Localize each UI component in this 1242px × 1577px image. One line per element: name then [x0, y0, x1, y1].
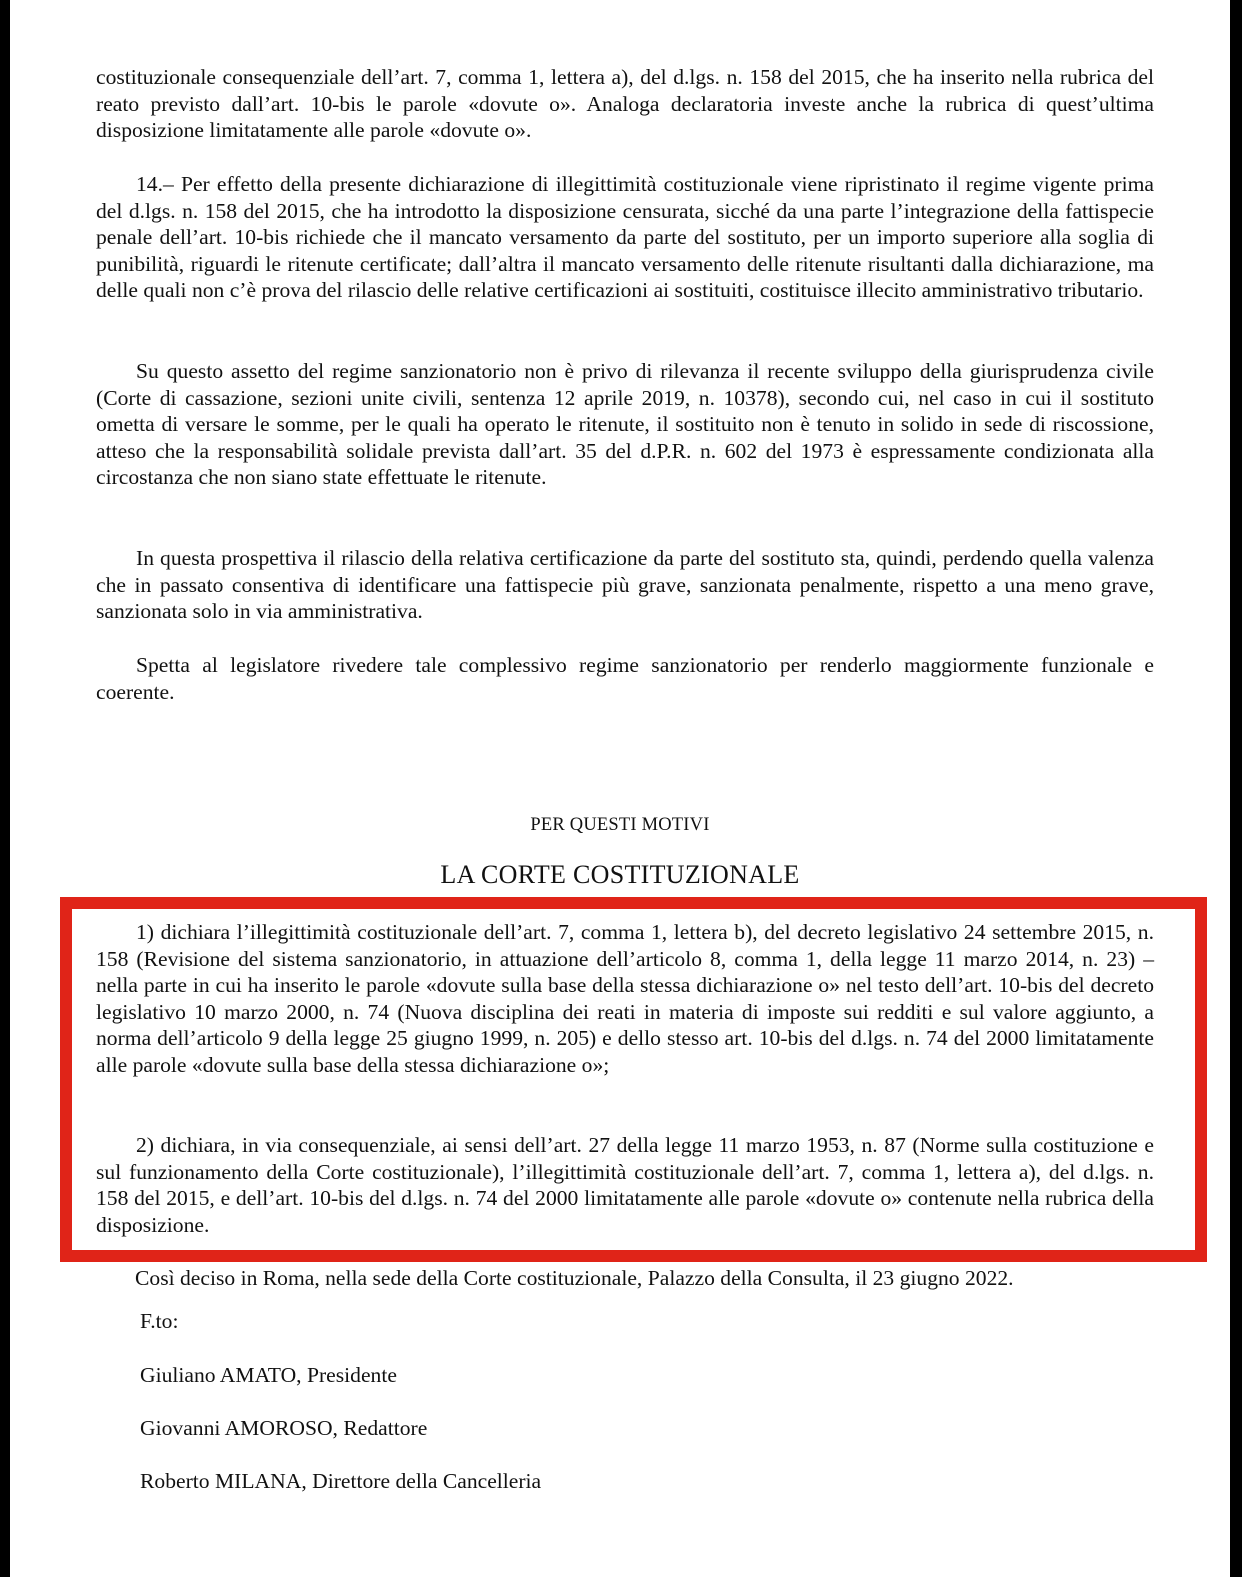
signatory-president: Giuliano AMATO, Presidente [140, 1363, 397, 1387]
paragraph-legislatore: Spetta al legislatore rivedere tale complessivo regime sanzionatorio per renderlo maggiormente funzionale e coerente. [96, 653, 1154, 704]
paragraph-prospettiva: In questa prospettiva il rilascio della relativa certificazione da parte del sostituto sta, quindi, perdendo quella valenza che in passato consentiva di identificare una fattispecie più grave, sanzionata penalmente, rispetto a una meno grave, sanzionata solo in via amministrativa. [96, 546, 1154, 624]
paragraph-continuation: costituzionale consequenziale dell’art. 7, comma 1, lettera a), del d.lgs. n. 158 del 2015, che ha inserito nella rubrica del reato previsto dall’art. 10-bis le parole «dovute o». Analoga declaratoria investe anche la rubrica di quest’ultima disposizione limitatamente alle parole «dovute o». [96, 65, 1154, 143]
heading-la-corte-costituzionale: LA CORTE COSTITUZIONALE [440, 860, 800, 889]
decision-statement: Così deciso in Roma, nella sede della Corte costituzionale, Palazzo della Consulta, il 23 giugno 2022. [135, 1266, 1014, 1290]
ruling-1: 1) dichiara l’illegittimità costituzionale dell’art. 7, comma 1, lettera b), del decreto legislativo 24 settembre 2015, n. 158 (Revisione del sistema sanzionatorio, in attuazione dell’articolo 8, comma 1, della legge 11 marzo 2014, n. 23) – nella parte in cui ha inserito le parole «dovute sulla base della stessa dichiarazione o» nel testo dell’art. 10-bis del decreto legislativo 10 marzo 2000, n. 74 (Nuova disciplina dei reati in materia di imposte sui redditi e sul valore aggiunto, a norma dell’articolo 9 della legge 25 giugno 1999, n. 205) e dello stesso art. 10-bis del d.lgs. n. 74 del 2000 limitatamente alle parole «dovute sulla base della stessa dichiarazione o»; [96, 920, 1154, 1077]
signatory-rapporteur: Giovanni AMOROSO, Redattore [140, 1416, 428, 1440]
paragraph-14: 14.– Per effetto della presente dichiarazione di illegittimità costituzionale viene ripristinato il regime vigente prima del d.lgs. n. 158 del 2015, che ha introdotto la disposizione censurata, sicché da una parte l’integrazione della fattispecie penale dell’art. 10-bis richiede che il mancato versamento da parte del sostituto, per un importo superiore alla soglia di punibilità, riguardi le ritenute certificate; dall’altra il mancato versamento delle ritenute risultanti dalla dichiarazione, ma delle quali non c’è prova del rilascio delle relative certificazioni ai sostituiti, costituisce illecito amministrativo tributario. [96, 172, 1154, 303]
signatory-registrar: Roberto MILANA, Direttore della Cancelleria [140, 1469, 542, 1493]
paragraph-giurisprudenza: Su questo assetto del regime sanzionatorio non è privo di rilevanza il recente sviluppo della giurisprudenza civile (Corte di cassazione, sezioni unite civili, sentenza 12 aprile 2019, n. 10378), secondo cui, nel caso in cui il sostituto ometta di versare le somme, per le quali ha operato le ritenute, il sostituito non è tenuto in solido in sede di riscossione, atteso che la responsabilità solidale prevista dall’art. 35 del d.P.R. n. 602 del 1973 è espressamente condizionata alla circostanza che non siano state effettuate le ritenute. [96, 359, 1154, 490]
document-page [10, 0, 1230, 1577]
ruling-2: 2) dichiara, in via consequenziale, ai sensi dell’art. 27 della legge 11 marzo 1953, n. 87 (Norme sulla costituzione e sul funzionamento della Corte costituzionale), l’illegittimità costituzionale dell’art. 7, comma 1, lettera a), del d.lgs. n. 158 del 2015, e dell’art. 10-bis del d.lgs. n. 74 del 2000 limitatamente alle parole «dovute o» contenute nella rubrica della disposizione. [96, 1133, 1154, 1237]
heading-per-questi-motivi: PER QUESTI MOTIVI [530, 815, 710, 835]
signature-label: F.to: [140, 1309, 179, 1333]
